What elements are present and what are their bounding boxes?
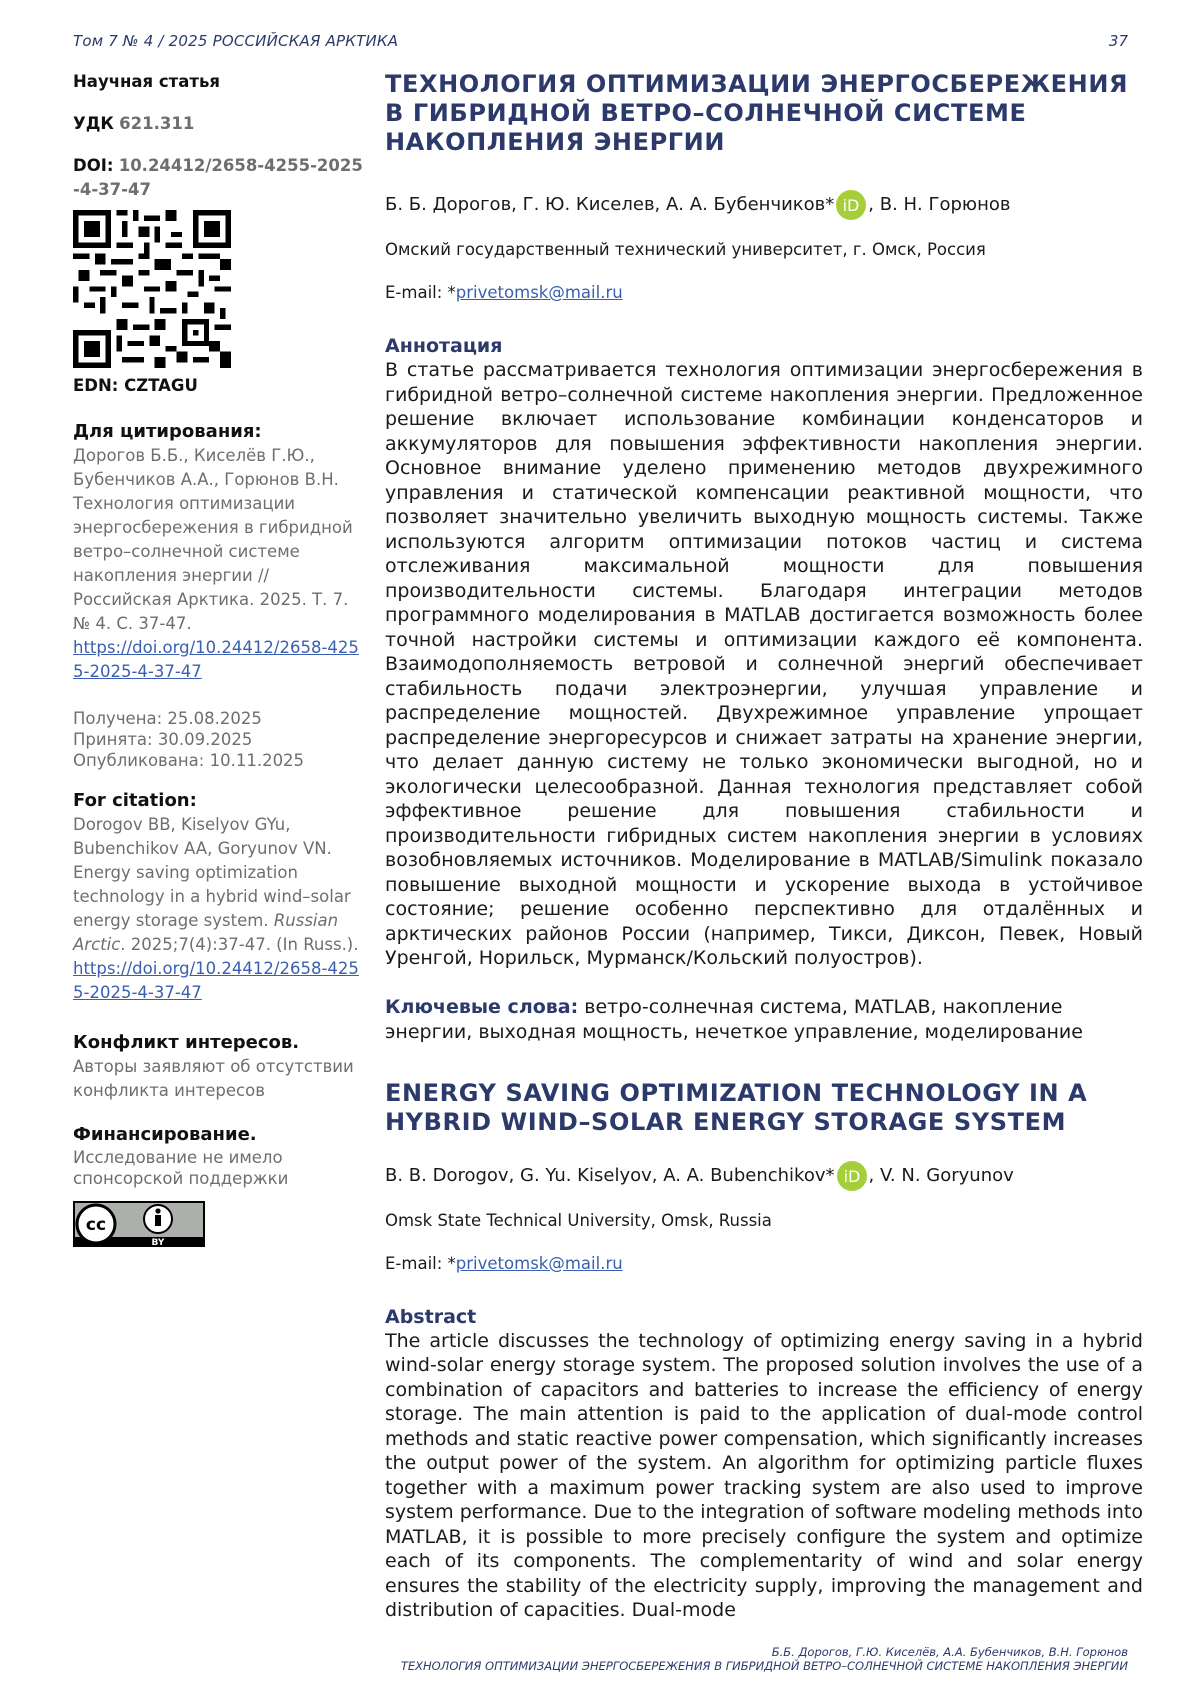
conflict-text: Авторы заявляют об отсутствии конфликта интересов: [73, 1057, 354, 1100]
citation-en-text: Dorogov BB, Kiselyov GYu, Bubenchikov AA, Goryunov VN. Energy saving optimization technology in a hybrid wind–solar energy storage system.: [73, 815, 351, 930]
orcid-icon[interactable]: [837, 1161, 867, 1191]
email-ru: [385, 283, 1143, 302]
conflict-heading: Конфликт интересов.: [73, 1032, 300, 1053]
main-content: [385, 70, 1143, 1623]
title-ru: ТЕХНОЛОГИЯ ОПТИМИЗАЦИИ ЭНЕРГОСБЕРЕЖЕНИЯ В ГИБРИДНОЙ ВЕТРО–СОЛНЕЧНОЙ СИСТЕМЕ НАКОПЛЕНИЯ ЭНЕРГИИ: [385, 70, 1129, 156]
abstract-en-heading: Abstract: [385, 1305, 477, 1328]
citation-en-journal: Russian Arctic: [73, 911, 339, 954]
keywords-ru-label: Ключевые слова:: [385, 995, 579, 1018]
svg-text:iD: iD: [842, 196, 860, 215]
svg-text:cc: cc: [85, 1215, 107, 1235]
article-type: Научная статья: [73, 72, 220, 91]
affiliation-en: Omsk State Technical University, Omsk, Russia: [385, 1210, 772, 1230]
udk-label: УДК: [73, 114, 114, 133]
doi-label: DOI:: [73, 156, 114, 175]
citation-ru-text: Дорогов Б.Б., Киселёв Г.Ю., Бубенчиков А.А., Горюнов В.Н. Технология оптимизации энергосбережения в гибридной ветро–солнечной системе накопления энергии // Российская Арктика. 2025. Т. 7. № 4. С. 37-47.: [73, 446, 353, 633]
authors-ru-main: Б. Б. Дорогов, Г. Ю. Киселев, А. А. Бубенчиков*: [385, 194, 835, 215]
cc-by-icon[interactable]: [73, 1201, 205, 1247]
authors-ru-tail: , В. Н. Горюнов: [868, 194, 1011, 215]
footer-title: ТЕХНОЛОГИЯ ОПТИМИЗАЦИИ ЭНЕРГОСБЕРЕЖЕНИЯ В ГИБРИДНОЙ ВЕТРО–СОЛНЕЧНОЙ СИСТЕМЕ НАКОПЛЕНИЯ ЭНЕРГИИ: [400, 1659, 1128, 1673]
email-en: [385, 1254, 1143, 1273]
accepted-date: Принята: 30.09.2025: [73, 730, 253, 749]
sidebar: [73, 70, 365, 1247]
citation-en-link[interactable]: https://doi.org/10.24412/2658-4255-2025-4-37-47: [73, 959, 359, 1002]
running-header: Том 7 № 4 / 2025 РОССИЙСКАЯ АРКТИКА: [73, 32, 399, 50]
udk: [73, 112, 365, 136]
running-footer: [401, 1645, 1128, 1673]
email-ru-link[interactable]: privetomsk@mail.ru: [455, 283, 623, 302]
received-date: Получена: 25.08.2025: [73, 709, 262, 728]
citation-en: [73, 813, 365, 957]
doi: [73, 154, 365, 202]
citation-ru-heading: Для цитирования:: [73, 421, 262, 442]
authors-ru: [385, 190, 1143, 220]
footer-authors: Б.Б. Дорогов, Г.Ю. Киселёв, А.А. Бубенчиков, В.Н. Горюнов: [771, 1645, 1128, 1659]
abstract-ru-heading: Аннотация: [385, 335, 503, 357]
keywords-ru: [385, 995, 1143, 1045]
funding-text: Исследование не имело спонсорской поддержки: [73, 1148, 289, 1188]
published-date: Опубликована: 10.11.2025: [73, 751, 305, 770]
authors-en-main: B. B. Dorogov, G. Yu. Kiselyov, A. A. Bubenchikov*: [385, 1164, 835, 1186]
email-en-link[interactable]: privetomsk@mail.ru: [455, 1253, 623, 1273]
email-ru-label: E-mail: *: [385, 283, 456, 302]
orcid-icon[interactable]: [836, 190, 866, 220]
citation-ru-link[interactable]: https://doi.org/10.24412/2658-4255-2025-4-37-47: [73, 638, 359, 681]
citation-en-heading: For citation:: [73, 790, 197, 811]
edn: EDN: CZTAGU: [73, 376, 198, 395]
doi-value: 10.24412/2658-4255-2025-4-37-47: [73, 156, 363, 199]
license-label: BY: [151, 1238, 165, 1247]
authors-en-tail: , V. N. Goryunov: [868, 1164, 1014, 1186]
udk-value: 621.311: [119, 114, 195, 133]
title-en: ENERGY SAVING OPTIMIZATION TECHNOLOGY IN A HYBRID WIND–SOLAR ENERGY STORAGE SYSTEM: [385, 1078, 1088, 1136]
funding-heading: Финансирование.: [73, 1124, 257, 1145]
page-number: 37: [1108, 32, 1128, 50]
keywords-ru-text: ветро-солнечная система, MATLAB, накопление энергии, выходная мощность, нечеткое управление, моделирование: [385, 995, 1083, 1043]
svg-text:iD: iD: [843, 1166, 860, 1186]
qr-code-icon[interactable]: [73, 210, 231, 368]
email-en-label: E-mail: *: [385, 1253, 456, 1273]
abstract-ru: В статье рассматривается технология оптимизации энергосбережения в гибридной ветро–солнечной системе накопления энергии. Предложенное решение включает использование комбинации конденсаторов и аккумуляторов для повышения эффективности накопления энергии. Основное внимание уделено применению методов двухрежимного управления и статической компенсации реактивной мощности, что позволяет значительно увеличить выходную мощность системы. Также используются алгоритм оптимизации потоков частиц и система отслеживания максимальной мощности для повышения производительности системы. Благодаря интеграции методов программного моделирования в MATLAB достигается возможность более точной настройки системы и оптимизации каждого её компонента. Взаимодополняемость ветровой и солнечной энергий обеспечивает стабильность подачи электроэнергии, улучшая управление и распределение мощностей. Двухрежимное управление упрощает распределение энергоресурсов и снижает затраты на хранение энергии, что делает данную систему не только экономически выгодной, но и экологически целесообразной. Данная технология представляет собой эффективное решение для повышения стабильности и производительности гибридных систем накопления энергии в условиях возобновляемых источников. Моделирование в MATLAB/Simulink показало повышение выходной мощности и ускорение выхода в устойчивое состояние; решение особенно перспективно для отдалённых и арктических районов России (например, Тикси, Диксон, Певек, Новый Уренгой, Норильск, Мурманск/Кольский полуостров).: [385, 359, 1143, 969]
citation-en-tail: . 2025;7(4):37-47. (In Russ.).: [120, 935, 359, 954]
authors-en: [385, 1161, 1143, 1191]
abstract-en: The article discusses the technology of optimizing energy saving in a hybrid wind-solar energy storage system. The proposed solution involves the use of a combination of capacitors and batteries to increase the efficiency of energy storage. The main attention is paid to the application of dual-mode control methods and static reactive power compensation, which significantly increases the output power of the system. An algorithm for optimizing particle fluxes together with a maximum power tracking system are also used to improve system performance. Due to the integration of software modeling methods into MATLAB, it is possible to more precisely configure the system and optimize each of its components. The complementarity of wind and solar energy ensures the stability of the electricity supply, improving the management and distribution of capacities. Dual-mode: [385, 1329, 1143, 1621]
affiliation-ru: Омский государственный технический университет, г. Омск, Россия: [385, 240, 986, 259]
